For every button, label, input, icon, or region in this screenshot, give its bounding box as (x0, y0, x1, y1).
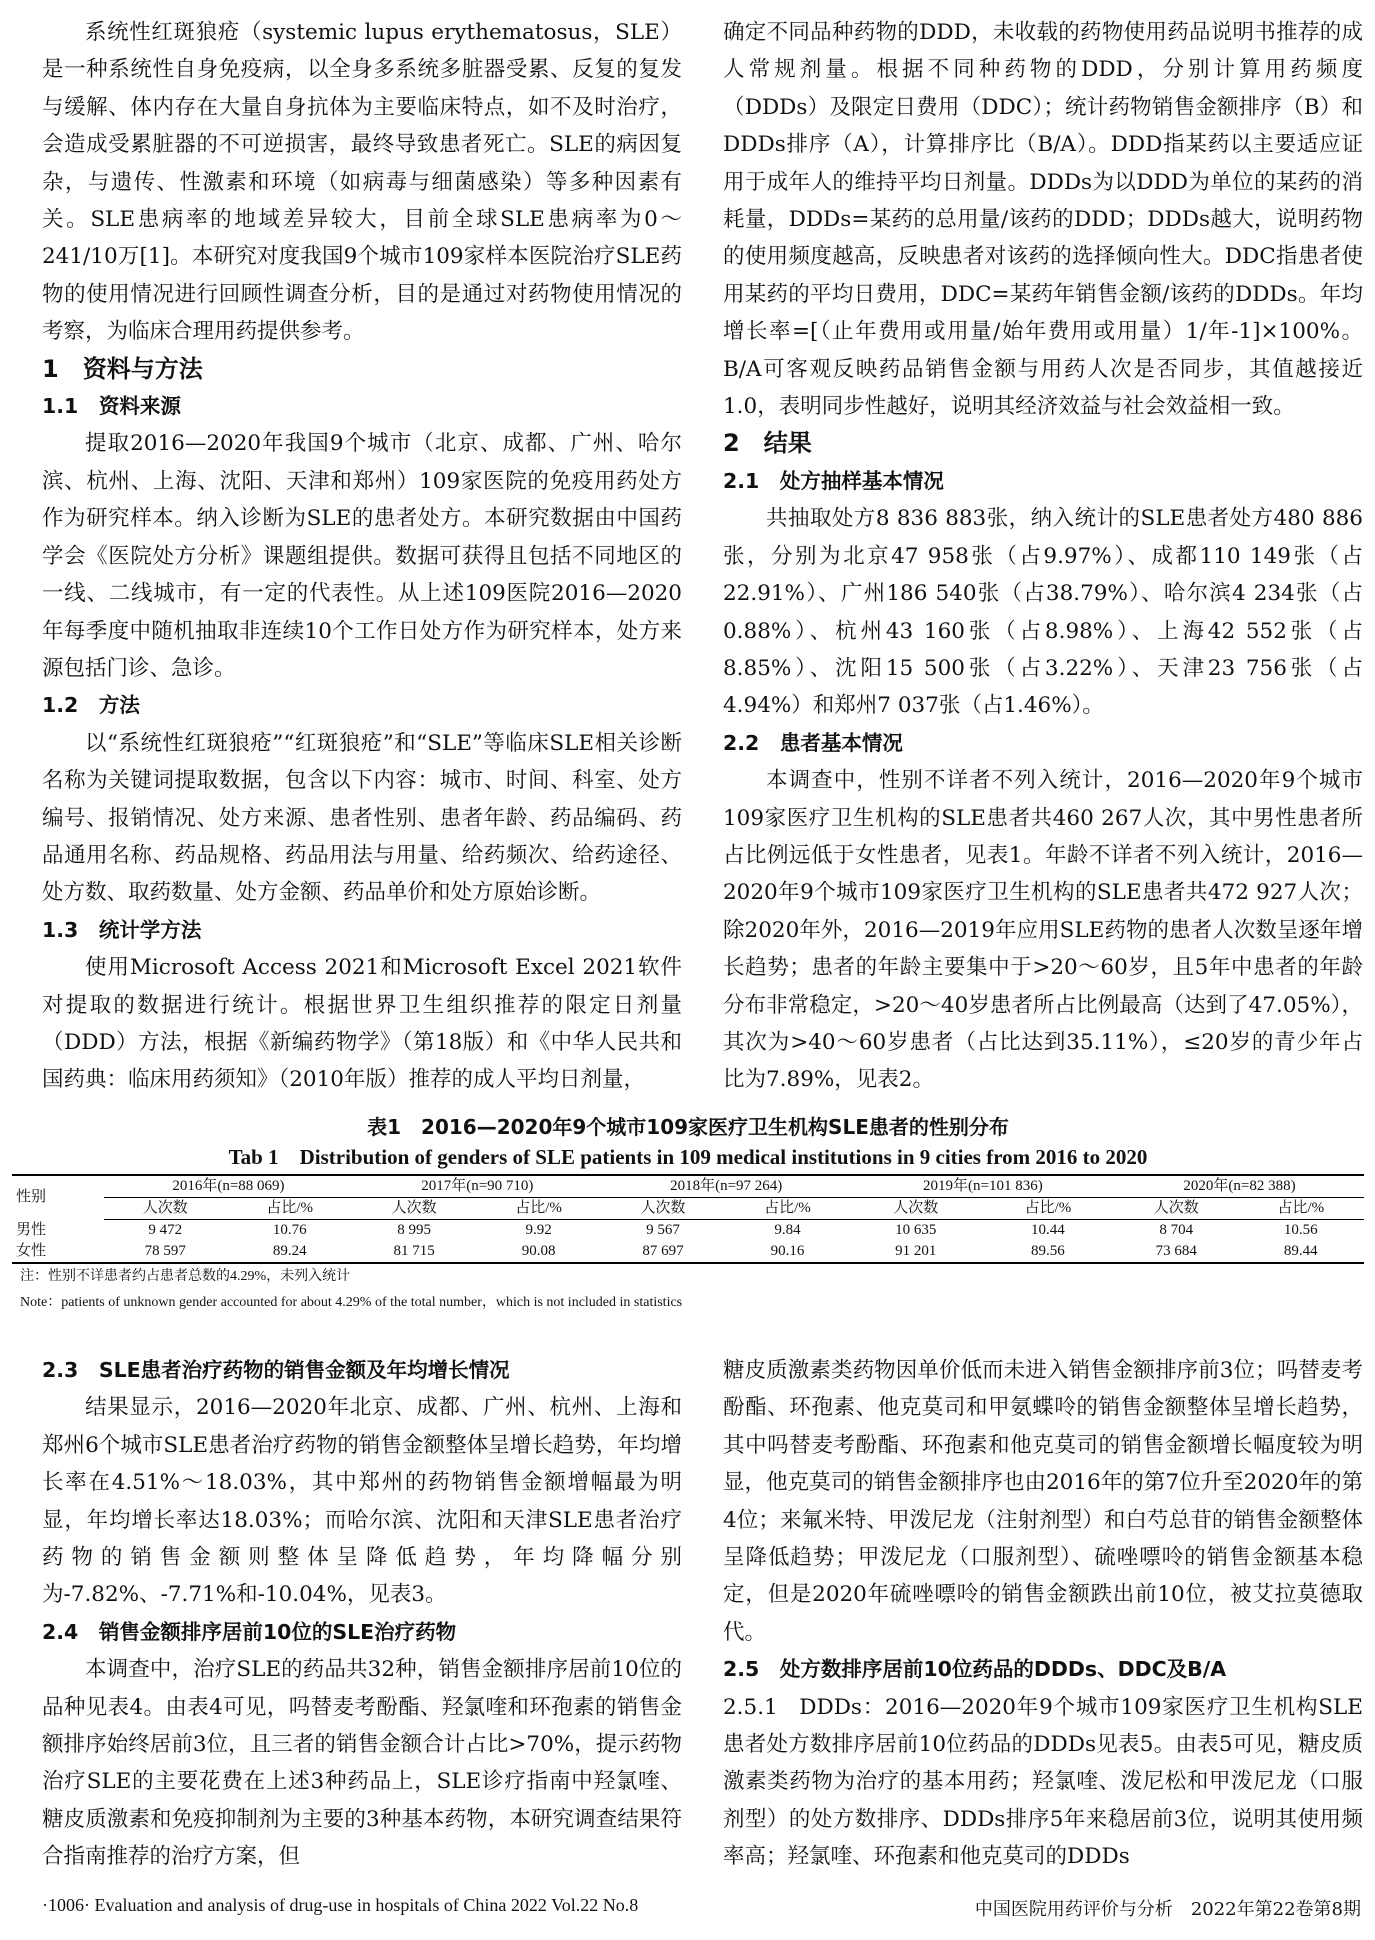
section-1-3-paragraph-part1: 使用Microsoft Access 2021和Microsoft Excel 2021软件对提取的数据进行统计。根据世界卫生组织推荐的限定日剂量（DDD）方法，根据《新编药物学》（第18版）和《中华人民共和国药典：临床用药须知》（2010年版）推荐的成人平均日剂量， (42, 955, 682, 1093)
section-2-5-1-text: DDDs：2016—2020年9个城市109家医疗卫生机构SLE患者处方数排序居前10位药品的DDDs见表5。由表5可见，糖皮质激素类药物为治疗的基本用药；羟氯喹、泼尼松和甲泼尼龙（口服剂型）的处方数排序、DDDs排序5年来稳居前3位，说明其使用频率高；羟氯喹、环孢素和他克莫司的DDDs (723, 1694, 1363, 1870)
section-2-1-paragraph: 共抽取处方8 836 883张，纳入统计的SLE患者处方480 886张，分别为北京47 958张（占9.97%）、成都110 149张（占22.91%）、广州186 540张（占38.79%）、哈尔滨4 234张（占0.88%）、杭州43 160张（占8.98%）、上海42 552张（占8.85%）、沈阳15 500张（占3.22%）、天津23 756张（占4.94%）和郑州7 037张（占1.46%）。 (723, 506, 1363, 719)
section-1-3-paragraph-part2: 确定不同品种药物的DDD，未收载的药物使用药品说明书推荐的成人常规剂量。根据不同种药物的DDD，分别计算用药频度（DDDs）及限定日费用（DDC）；统计药物销售金额排序（B）和DDDs排序（A），计算排序比（B/A）。DDD指某药以主要适应证用于成年人的维持平均日剂量。DDDs为以DDD为单位的某药的消耗量，DDDs=某药的总用量/该药的DDD；DDDs越大，说明药物的使用频度越高，反映患者对该药的选择倾向性大。DDC指患者使用某药的平均日费用，DDC=某药年销售金额/该药的DDDs。年均增长率=[（止年费用或用量/始年费用或用量）1/年-1]×100%。B/A可客观反映药品销售金额与用药人次是否同步，其值越接近1.0，表明同步性越好，说明其经济效益与社会效益相一致。 (723, 20, 1363, 420)
table-row-header: 性别 (16, 1189, 47, 1206)
table-year-header: 2019年(n=101 836) (851, 1175, 1115, 1198)
section-2-1-heading (723, 463, 1363, 500)
table-cell: 73 684 (1155, 1243, 1197, 1259)
table-cell: 10.56 (1283, 1222, 1318, 1238)
table-cell: 10.44 (1031, 1222, 1065, 1238)
table-subheader-pct: 占比/% (475, 1198, 601, 1220)
table-cell: 81 715 (393, 1243, 435, 1259)
table-cell: 9 472 (148, 1222, 183, 1238)
table-subheader-pct: 占比/% (1238, 1198, 1364, 1220)
table-subheader-pct: 占比/% (981, 1198, 1115, 1220)
section-2-4-paragraph-part1: 本调查中，治疗SLE的药品共32种，销售金额排序居前10位的品种见表4。由表4可见，吗替麦考酚酯、羟氯喹和环孢素的销售金额排序始终居前3位，且三者的销售金额合计占比>70%，提示药物治疗SLE的主要花费在上述3种药品上，SLE诊疗指南中羟氯喹、糖皮质激素和免疫抑制剂为主要的3种基本药物，本研究调查结果符合指南推荐的治疗方案，但 (42, 1657, 682, 1870)
section-2-3-heading (42, 1352, 682, 1389)
section-2-5-1-number: 2.5.1 (723, 1694, 778, 1720)
section-2-4-number: 2.4 (42, 1619, 79, 1644)
section-2-5-1-paragraph (723, 1689, 1363, 1876)
table-row (12, 1220, 1364, 1242)
table-cell: 78 597 (144, 1243, 186, 1259)
table-row (12, 1241, 1364, 1263)
table-1-title-zh: 表1 2016—2020年9个城市109家医疗卫生机构SLE患者的性别分布 (367, 1115, 1009, 1139)
table-1-note-zh: 注：性别不详患者约占患者总数的4.29%，未列入统计 (20, 1269, 351, 1284)
section-2-3-title: SLE患者治疗药物的销售金额及年均增长情况 (98, 1358, 510, 1382)
table-cell: 9 567 (646, 1222, 680, 1238)
section-1-title: 资料与方法 (82, 354, 203, 383)
table-cell: 89.44 (1283, 1243, 1318, 1259)
table-year-header: 2018年(n=97 264) (602, 1175, 851, 1198)
table-subheader-count: 人次数 (602, 1198, 725, 1220)
section-2-3-number: 2.3 (42, 1358, 79, 1382)
table-cell: 8 704 (1159, 1222, 1194, 1238)
section-2-5-heading (723, 1651, 1363, 1688)
table-1-title-en: Tab 1 Distribution of genders of SLE patients in 109 medical institutions in 9 cities from 2016 to 2020 (228, 1145, 1148, 1169)
section-2-3-paragraph: 结果显示，2016—2020年北京、成都、广州、杭州、上海和郑州6个城市SLE患者治疗药物的销售金额整体呈增长趋势，年均增长率在4.51%～18.03%，其中郑州的药物销售金额增幅最为明显，年均增长率达18.03%；而哈尔滨、沈阳和天津SLE患者治疗药物的销售金额则整体呈降低趋势，年均降幅分别为-7.82%、-7.71%和-10.04%，见表3。 (42, 1395, 682, 1608)
table-1 (12, 1112, 1364, 1316)
section-2-4-heading (42, 1614, 682, 1651)
section-2-heading (723, 425, 1363, 462)
table-1-note-en: Note：patients of unknown gender accounted for about 4.29% of the total number，which is not included in statistics (20, 1295, 683, 1310)
top-left-column (42, 14, 682, 1099)
section-2-title: 结果 (763, 429, 812, 458)
table-year-header: 2017年(n=90 710) (353, 1175, 602, 1198)
table-cell: 89.24 (272, 1243, 307, 1259)
top-right-column (723, 14, 1363, 1099)
section-1-3-heading (42, 912, 682, 949)
table-row-label: 女性 (16, 1243, 47, 1259)
table-cell: 87 697 (642, 1243, 684, 1259)
bottom-right-column (723, 1352, 1363, 1876)
table-cell: 9.92 (525, 1222, 552, 1238)
section-1-2-paragraph: 以“系统性红斑狼疮”“红斑狼疮”和“SLE”等临床SLE相关诊断名称为关键词提取数据，包含以下内容：城市、时间、科室、处方编号、报销情况、处方来源、患者性别、患者年龄、药品编码、药品通用名称、药品规格、药品用法与用量、给药频次、给药途径、处方数、取药数量、处方金额、药品单价和处方原始诊断。 (42, 730, 682, 906)
intro-paragraph: 系统性红斑狼疮（systemic lupus erythematosus，SLE）是一种系统性自身免疫病，以全身多系统多脏器受累、反复的复发与缓解、体内存在大量自身抗体为主要临床特点，如不及时治疗，会造成受累脏器的不可逆损害，最终导致患者死亡。SLE的病因复杂，与遗传、性激素和环境（如病毒与细菌感染）等多种因素有关。SLE患病率的地域差异较大，目前全球SLE患病率为0～241/10万[1]。本研究对度我国9个城市109家样本医院治疗SLE药物的使用情况进行回顾性调查分析，目的是通过对药物使用情况的考察，为临床合理用药提供参考。 (42, 20, 682, 345)
table-cell: 9.84 (774, 1222, 801, 1238)
section-1-2-title: 方法 (98, 693, 140, 718)
table-subheader-count: 人次数 (353, 1198, 476, 1220)
table-cell: 89.56 (1031, 1243, 1065, 1259)
table-year-header: 2020年(n=82 388) (1115, 1175, 1364, 1198)
section-1-3-title: 统计学方法 (98, 917, 202, 942)
section-2-1-number: 2.1 (723, 468, 760, 493)
section-1-heading (42, 351, 682, 388)
section-2-1-title: 处方抽样基本情况 (779, 468, 944, 493)
section-1-1-number: 1.1 (42, 394, 79, 419)
section-2-5-title: 处方数排序居前10位药品的DDDs、DDC及B/A (779, 1657, 1227, 1682)
section-2-5-number: 2.5 (723, 1657, 760, 1682)
bottom-left-column (42, 1352, 682, 1876)
table-cell: 10.76 (272, 1222, 307, 1238)
table-cell: 90.16 (770, 1243, 805, 1259)
table-cell: 10 635 (895, 1222, 937, 1238)
table-row-label: 男性 (16, 1221, 47, 1238)
table-1-grid (12, 1174, 1364, 1264)
table-year-header: 2016年(n=88 069) (104, 1175, 353, 1198)
section-1-1-heading (42, 388, 682, 425)
page-footer-left: ·1006· Evaluation and analysis of drug-use in hospitals of China 2022 Vol.22 No.8 (42, 1895, 639, 1915)
table-cell: 90.08 (521, 1243, 556, 1259)
section-2-2-heading (723, 725, 1363, 762)
section-1-1-title: 资料来源 (98, 394, 181, 419)
page-footer-right: 中国医院用药评价与分析 2022年第22卷第8期 (974, 1899, 1361, 1920)
table-subheader-count: 人次数 (104, 1198, 227, 1220)
section-1-number: 1 (42, 354, 59, 383)
section-1-1-paragraph: 提取2016—2020年我国9个城市（北京、成都、广州、哈尔滨、杭州、上海、沈阳、天津和郑州）109家医院的免疫用药处方作为研究样本。纳入诊断为SLE的患者处方。本研究数据由中国药学会《医院处方分析》课题组提供。数据可获得且包括不同地区的一线、二线城市，有一定的代表性。从上述109医院2016—2020年每季度中随机抽取非连续10个工作日处方作为研究样本，处方来源包括门诊、急诊。 (42, 431, 682, 681)
table-subheader-pct: 占比/% (724, 1198, 850, 1220)
section-2-4-title: 销售金额排序居前10位的SLE治疗药物 (98, 1619, 457, 1644)
section-2-4-paragraph-part2: 糖皮质激素类药物因单价低而未进入销售金额排序前3位；吗替麦考酚酯、环孢素、他克莫司和甲氨蝶呤的销售金额整体呈增长趋势，其中吗替麦考酚酯、环孢素和他克莫司的销售金额增长幅度较为明显，他克莫司的销售金额排序也由2016年的第7位升至2020年的第4位；来氟米特、甲泼尼龙（注射剂型）和白芍总苷的销售金额整体呈降低趋势；甲泼尼龙（口服剂型）、硫唑嘌呤的销售金额基本稳定，但是2020年硫唑嘌呤的销售金额跌出前10位，被艾拉莫德取代。 (723, 1358, 1363, 1645)
table-subheader-count: 人次数 (851, 1198, 981, 1220)
table-subheader-count: 人次数 (1115, 1198, 1238, 1220)
section-1-2-heading (42, 687, 682, 724)
section-1-3-number: 1.3 (42, 917, 79, 942)
section-1-2-number: 1.2 (42, 693, 79, 718)
section-2-number: 2 (723, 429, 740, 458)
table-subheader-pct: 占比/% (227, 1198, 353, 1220)
section-2-2-title: 患者基本情况 (779, 730, 903, 755)
section-2-2-paragraph: 本调查中，性别不详者不列入统计，2016—2020年9个城市109家医疗卫生机构的SLE患者共460 267人次，其中男性患者所占比例远低于女性患者，见表1。年龄不详者不列入统计，2016—2020年9个城市109家医疗卫生机构的SLE患者共472 927人次；除2020年外，2016—2019年应用SLE药物的患者人次数呈逐年增长趋势；患者的年龄主要集中于>20～60岁，且5年中患者的年龄分布非常稳定，>20～40岁患者所占比例最高（达到了47.05%），其次为>40～60岁患者（占比达到35.11%），≤20岁的青少年占比为7.89%，见表2。 (723, 768, 1363, 1093)
table-cell: 91 201 (895, 1243, 937, 1259)
section-2-2-number: 2.2 (723, 730, 760, 755)
table-cell: 8 995 (397, 1222, 431, 1238)
